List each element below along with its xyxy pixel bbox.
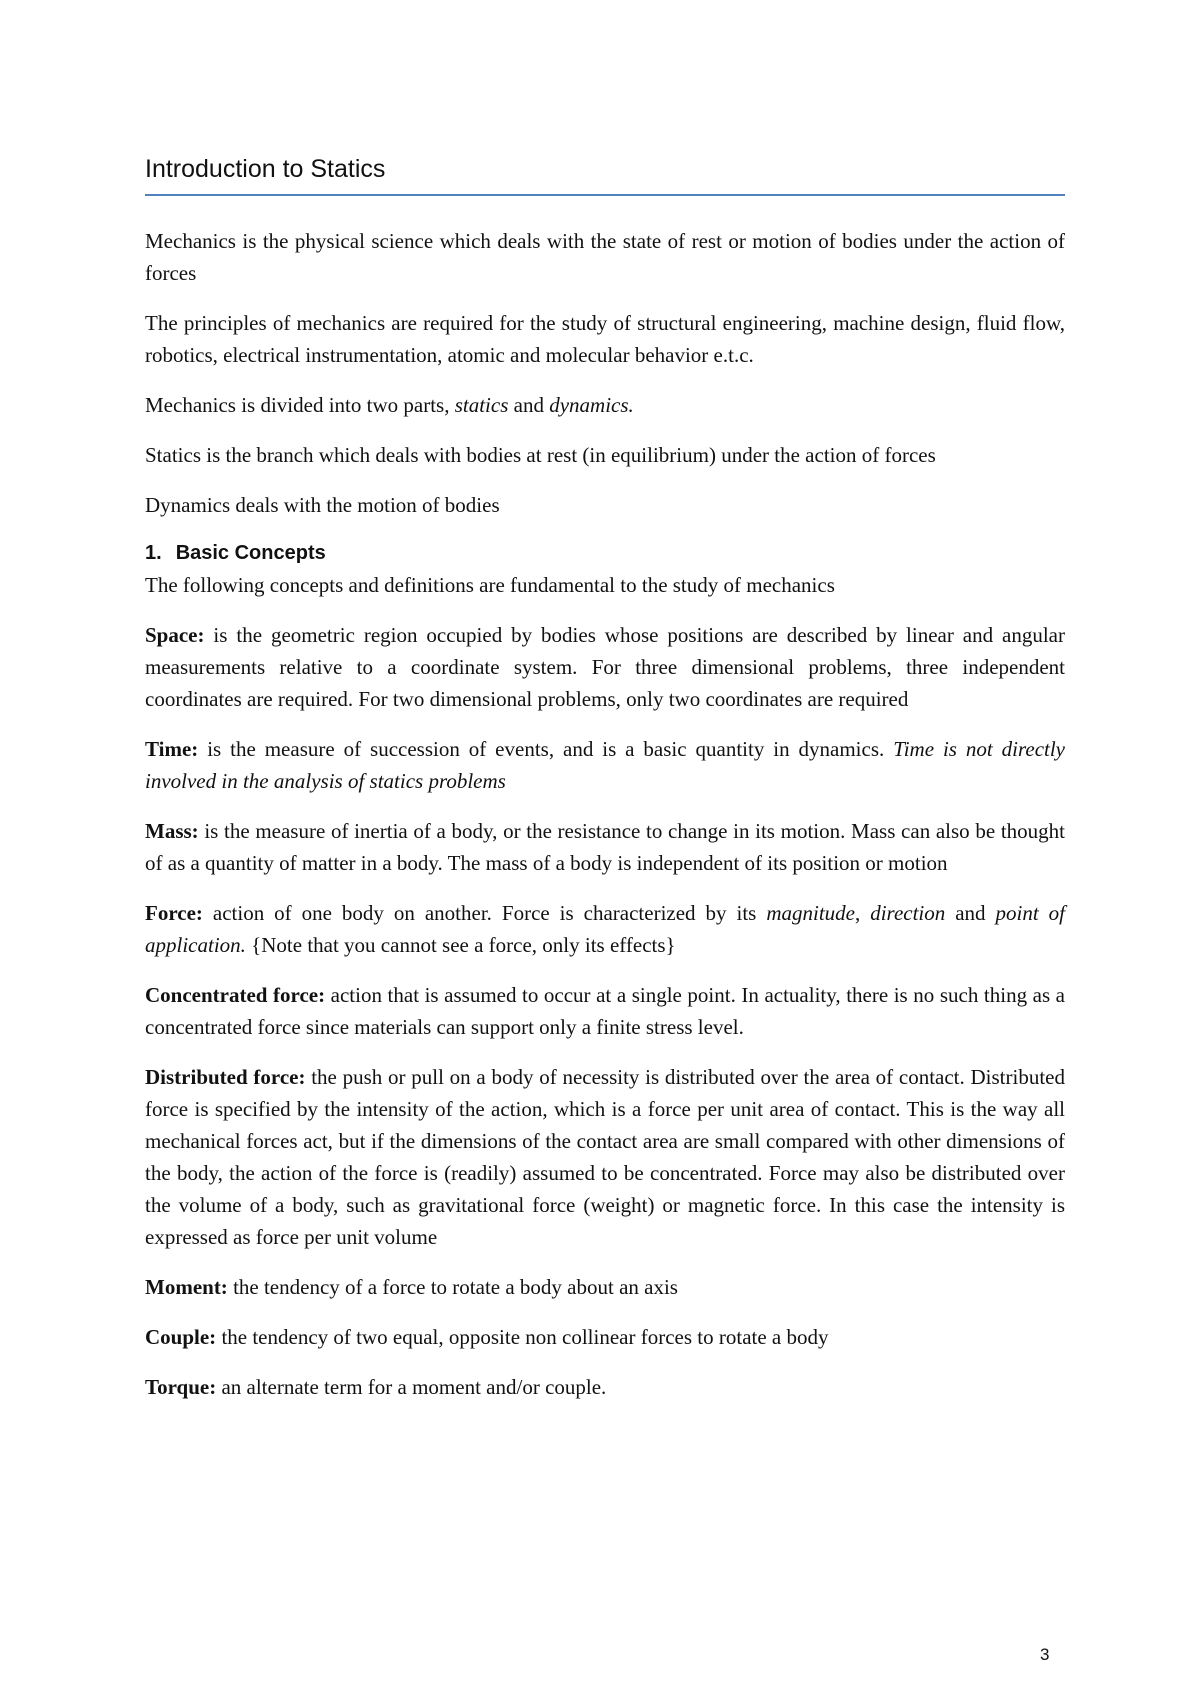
- definition-force: [145, 897, 1065, 961]
- definition-text: the tendency of a force to rotate a body about an axis: [227, 1275, 678, 1299]
- definition-term: Moment:: [145, 1275, 228, 1299]
- force-note: {Note that you cannot see a force, only its effects}: [245, 933, 676, 957]
- definition-italic-note: Time is not directly involved in the analysis of statics problems: [145, 737, 1066, 793]
- definition-concentrated-force: [145, 979, 1065, 1043]
- definition-term: Torque:: [145, 1375, 217, 1399]
- definition-term: Concentrated force:: [145, 983, 326, 1007]
- definition-term: Distributed force:: [145, 1065, 306, 1089]
- definition-term: Space:: [145, 623, 205, 647]
- definition-text: the tendency of two equal, opposite non collinear forces to rotate a body: [216, 1325, 829, 1349]
- definition-distributed-force: [145, 1061, 1065, 1253]
- intro-paragraph-1: Mechanics is the physical science which deals with the state of rest or motion of bodies under the action of forces: [145, 229, 1065, 285]
- dynamics-term: dynamics.: [549, 393, 634, 417]
- statics-term: statics: [454, 393, 509, 417]
- intro-p3-text: Mechanics is divided into two parts,: [145, 393, 455, 417]
- definition-term: Couple:: [145, 1325, 217, 1349]
- definition-text: an alternate term for a moment and/or couple.: [216, 1375, 607, 1399]
- definition-text: is the geometric region occupied by bodies whose positions are described by linear and angular measurements relative to a coordinate system. For three dimensional problems, three independent coordinates are required. For two dimensional problems, only two coordinates are required: [145, 623, 1065, 711]
- definition-torque: [145, 1371, 1065, 1403]
- intro-paragraph-3: [145, 389, 1065, 421]
- document-page: [145, 155, 1065, 1421]
- direction-term: direction: [870, 901, 946, 925]
- definition-mass: [145, 815, 1065, 879]
- section-number: 1.: [145, 542, 162, 564]
- and-text: and: [945, 901, 996, 925]
- section-heading-basic-concepts: [145, 539, 1065, 567]
- definition-term: Force:: [145, 901, 203, 925]
- intro-paragraph-4: Statics is the branch which deals with bodies at rest (in equilibrium) under the action of forces: [145, 443, 936, 467]
- definition-text: the push or pull on a body of necessity is distributed over the area of contact. Distributed force is specified by the intensity of the action, which is a force per unit area of contact. This is the way all mechanical forces act, but if the dimensions of the contact area are small compared with other dimensions of the body, the action of the force is (readily) assumed to be concentrated. Force may also be distributed over the volume of a body, such as gravitational force (weight) or magnetic force. In this case the intensity is expressed as force per unit volume: [145, 1065, 1065, 1249]
- definition-text: action that is assumed to occur at a single point. In actuality, there is no such thing as a concentrated force since materials can support only a finite stress level.: [145, 983, 1065, 1039]
- definition-space: [145, 619, 1065, 715]
- definition-text: is the measure of inertia of a body, or the resistance to change in its motion. Mass can also be thought of as a quantity of matter in a body. The mass of a body is independent of its position or motion: [145, 819, 1065, 875]
- comma-text: ,: [854, 901, 871, 925]
- magnitude-term: magnitude: [766, 901, 855, 925]
- intro-p3-and: and: [508, 393, 550, 417]
- definition-moment: [145, 1271, 1065, 1303]
- point-of-application-term: point of application.: [145, 901, 1066, 957]
- page-title: Introduction to Statics: [145, 155, 1065, 196]
- definition-time: [145, 733, 1065, 797]
- definition-text: action of one body on another. Force is characterized by its: [202, 901, 767, 925]
- definition-couple: [145, 1321, 1065, 1353]
- section-title: Basic Concepts: [175, 542, 326, 564]
- definition-term: Time:: [145, 737, 199, 761]
- page-number: 3: [1040, 1645, 1050, 1664]
- definition-text: is the measure of succession of events, and is a basic quantity in dynamics.: [198, 737, 894, 761]
- section-lead: The following concepts and definitions are fundamental to the study of mechanics: [145, 573, 835, 597]
- intro-paragraph-2: The principles of mechanics are required for the study of structural engineering, machine design, fluid flow, robotics, electrical instrumentation, atomic and molecular behavior e.t.c.: [145, 311, 1065, 367]
- intro-paragraph-5: Dynamics deals with the motion of bodies: [145, 493, 500, 517]
- definition-term: Mass:: [145, 819, 199, 843]
